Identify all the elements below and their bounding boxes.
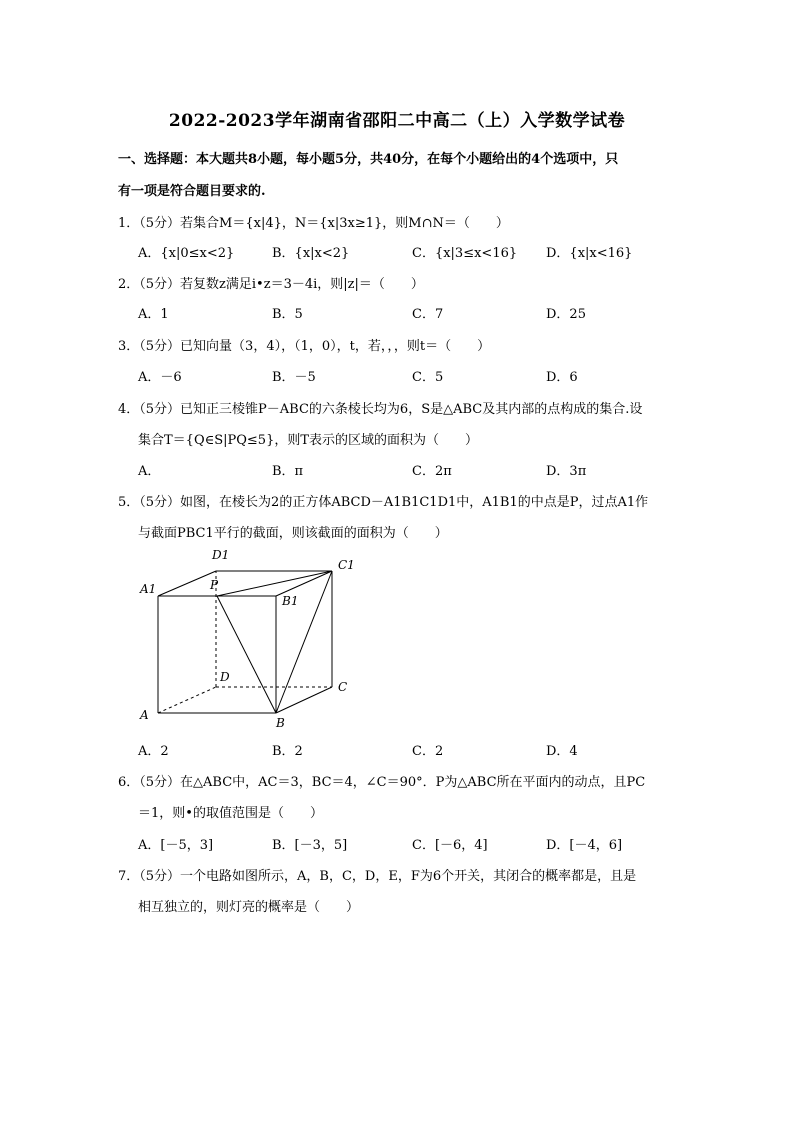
question-4-option-a: A． bbox=[138, 464, 161, 479]
edge-P-B bbox=[217, 596, 276, 713]
page-title: 2022-2023学年湖南省邵阳二中高二（上）入学数学试卷 bbox=[168, 111, 626, 131]
label-C: C bbox=[338, 680, 348, 694]
label-C1: C1 bbox=[338, 558, 355, 572]
question-1-option-d: D．{x|x<16} bbox=[546, 246, 633, 261]
question-3-option-d: D．6 bbox=[546, 370, 578, 385]
label-B1: B1 bbox=[282, 594, 299, 608]
question-5-stem-line1: 5．（5分）如图，在棱长为2的正方体ABCD－A1B1C1D1中，A1B1的中点是P，过点A1作 bbox=[118, 495, 649, 510]
section-heading-line2: 有一项是符合题目要求的. bbox=[118, 184, 266, 199]
edge-A-D bbox=[158, 687, 216, 713]
question-3-option-b: B．－5 bbox=[272, 370, 316, 385]
question-5-option-c: C．2 bbox=[412, 744, 444, 759]
question-6-option-d: D．[－4，6] bbox=[546, 838, 623, 853]
question-6-option-a: A．[－5，3] bbox=[138, 838, 214, 853]
question-3-stem: 3．（5分）已知向量（3，4），（1，0），t，若，，，则t＝（ ） bbox=[118, 339, 491, 354]
label-B: B bbox=[276, 716, 285, 730]
question-6-stem-line1: 6．（5分）在△ABC中，AC＝3，BC＝4，∠C＝90°．P为△ABC所在平面内的动点，且PC bbox=[118, 775, 646, 790]
question-5-stem-line2: 与截面PBC1平行的截面，则该截面的面积为（ ） bbox=[138, 526, 448, 541]
question-3-option-a: A．－6 bbox=[138, 370, 182, 385]
question-5-option-a: A．2 bbox=[138, 744, 169, 759]
question-7-stem-line1: 7．（5分）一个电路如图所示，A，B，C，D，E，F为6个开关，其闭合的概率都是，且是 bbox=[118, 869, 637, 884]
question-6-stem-line2: ＝1，则•的取值范围是（ ） bbox=[138, 806, 323, 821]
label-D: D bbox=[220, 670, 230, 684]
question-1-option-b: B．{x|x<2} bbox=[272, 246, 350, 261]
question-2-stem: 2．（5分）若复数z满足i•z＝3－4i，则|z|＝（ ） bbox=[118, 277, 424, 292]
question-4-stem-line2: 集合T＝{Q∈S|PQ≤5}，则T表示的区域的面积为（ ） bbox=[138, 433, 479, 448]
question-4-stem-line1: 4．（5分）已知正三棱锥P－ABC的六条棱长均为6，S是△ABC及其内部的点构成的集合.设 bbox=[118, 402, 643, 417]
question-4-option-c: C．2π bbox=[412, 464, 452, 479]
section-heading-line1: 一、选择题：本大题共8小题，每小题5分，共40分，在每个小题给出的4个选项中，只 bbox=[118, 152, 619, 167]
cube-figure bbox=[130, 545, 370, 735]
question-1-option-a: A．{x|0≤x<2} bbox=[138, 246, 235, 261]
question-6-option-b: B．[－3，5] bbox=[272, 838, 348, 853]
question-3-option-c: C．5 bbox=[412, 370, 444, 385]
label-A: A bbox=[140, 708, 149, 722]
question-4-option-d: D．3π bbox=[546, 464, 587, 479]
question-6-option-c: C．[－6，4] bbox=[412, 838, 488, 853]
label-D1: D1 bbox=[212, 548, 230, 562]
question-1-option-c: C．{x|3≤x<16} bbox=[412, 246, 518, 261]
question-2-option-b: B．5 bbox=[272, 307, 303, 322]
edge-P-C1 bbox=[217, 571, 332, 596]
question-7-stem-line2: 相互独立的，则灯亮的概率是（ ） bbox=[138, 900, 360, 915]
question-5-option-b: B．2 bbox=[272, 744, 303, 759]
question-2-option-d: D．25 bbox=[546, 307, 586, 322]
question-2-option-c: C．7 bbox=[412, 307, 444, 322]
question-2-option-a: A．1 bbox=[138, 307, 169, 322]
question-4-option-b: B．π bbox=[272, 464, 304, 479]
label-A1: A1 bbox=[140, 582, 157, 596]
edge-A1-D1 bbox=[158, 571, 216, 596]
question-5-option-d: D．4 bbox=[546, 744, 578, 759]
question-1-stem: 1．（5分）若集合M＝{x|4}，N＝{x|3x≥1}，则M∩N＝（ ） bbox=[118, 216, 509, 231]
label-P: P bbox=[210, 578, 219, 592]
